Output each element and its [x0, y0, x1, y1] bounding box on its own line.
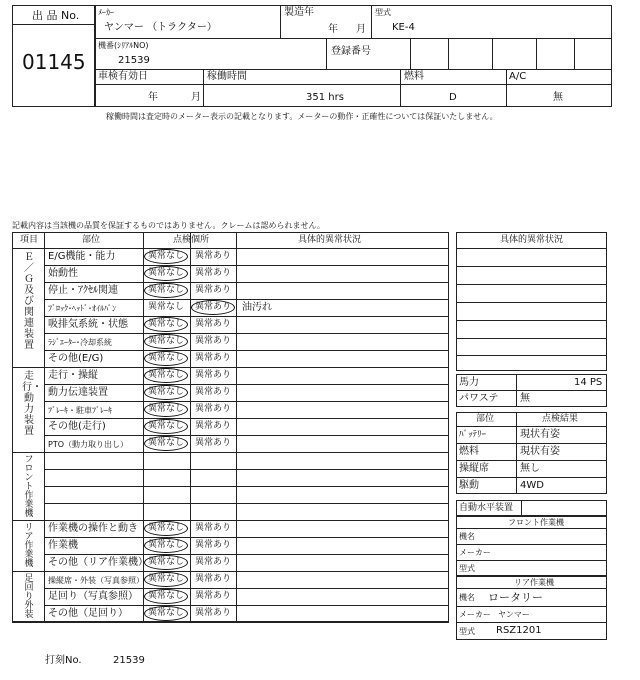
- abnormal-option: 異常あり: [195, 336, 232, 346]
- ac-value: 無: [553, 92, 563, 103]
- inspection-month-unit: 月: [191, 92, 201, 103]
- rear-maker-value: ヤンマー: [498, 610, 530, 619]
- no-abnormal-circle-mark: [144, 419, 188, 434]
- row-part: 作業機の操作と動き: [48, 523, 138, 534]
- hp-label: 馬力: [459, 377, 479, 388]
- year-unit-month: 月: [356, 24, 366, 35]
- power-steering-value: 無: [520, 393, 530, 404]
- no-abnormal-option: 異常なし: [148, 268, 185, 278]
- right-detail-title: 具体的異常状況: [500, 235, 564, 245]
- cab-value: 無し: [520, 463, 540, 474]
- drive-label: 駆動: [459, 480, 479, 491]
- abnormal-option: 異常あり: [195, 268, 232, 278]
- row-part: その他(走行): [48, 421, 106, 432]
- col-item-header: 項目: [20, 235, 39, 245]
- rear-name-value: ロータリー: [488, 591, 543, 604]
- no-abnormal-option: 異常なし: [148, 302, 185, 312]
- abnormal-circle-mark: [191, 300, 235, 315]
- stamp-number-value: 21539: [113, 655, 145, 666]
- no-abnormal-circle-mark: [144, 334, 188, 349]
- row-part: 吸排気系統・状態: [48, 319, 128, 330]
- abnormal-option: 異常あり: [195, 319, 232, 329]
- no-abnormal-circle-mark: [144, 368, 188, 383]
- fuel-result-label: 燃料: [459, 446, 479, 457]
- section-travel: 走行・動力装置: [22, 371, 42, 437]
- inspection-label: 車検有効日: [98, 71, 148, 82]
- hours-note: 稼働時間は査定時のメーター表示の記載となります。メーターの動作・正確性については保証いたしません。: [106, 112, 498, 121]
- no-abnormal-circle-mark: [144, 351, 188, 366]
- abnormal-option: 異常あり: [195, 251, 232, 261]
- abnormal-option: 異常あり: [195, 285, 232, 295]
- row-part: その他(E/G): [48, 353, 104, 364]
- battery-label: ﾊﾞｯﾃﾘｰ: [459, 430, 487, 440]
- fuel-value: D: [449, 92, 457, 103]
- ac-label: A/C: [509, 71, 527, 82]
- abnormal-option: 異常あり: [195, 523, 232, 533]
- row-part: 走行・操縦: [48, 370, 98, 381]
- year-unit-year: 年: [328, 24, 338, 35]
- front-implement-title: フロント作業機: [508, 518, 564, 527]
- rear-maker-label: メーカー: [459, 610, 491, 619]
- no-abnormal-circle-mark: [144, 538, 188, 553]
- no-abnormal-circle-mark: [144, 249, 188, 264]
- disclaimer: 記載内容は当該機の品質を保証するものではありません。クレームは認められません。: [12, 221, 325, 230]
- lot-number: 01145: [22, 50, 86, 74]
- no-abnormal-circle-mark: [144, 589, 188, 604]
- no-abnormal-circle-mark: [144, 436, 188, 451]
- maker-value: ヤンマー （トラクター）: [104, 22, 217, 33]
- drive-value: 4WD: [520, 480, 544, 491]
- part-header: 部位: [476, 414, 495, 424]
- battery-value: 現状有姿: [520, 429, 560, 440]
- row-part: その他（リア作業機）: [48, 557, 148, 568]
- fuel-label: 燃料: [404, 71, 424, 82]
- no-abnormal-circle-mark: [144, 572, 188, 587]
- abnormal-option: 異常あり: [195, 370, 232, 380]
- model-value: KE-4: [392, 22, 415, 33]
- hours-value: 351 hrs: [306, 92, 344, 103]
- abnormal-option: 異常あり: [195, 302, 232, 312]
- section-feet: 足回り外装: [24, 574, 34, 620]
- front-model-label: 型式: [459, 564, 475, 573]
- no-abnormal-option: 異常なし: [148, 540, 185, 550]
- no-abnormal-option: 異常なし: [148, 404, 185, 414]
- no-abnormal-option: 異常なし: [148, 608, 185, 618]
- abnormal-option: 異常あり: [195, 404, 232, 414]
- abnormal-option: 異常あり: [195, 557, 232, 567]
- cab-label: 操縦席: [459, 463, 489, 474]
- abnormal-option: 異常あり: [195, 591, 232, 601]
- result-header: 点検結果: [542, 414, 579, 424]
- registration-label: 登録番号: [331, 46, 371, 57]
- row-part: ﾌﾞﾛｯｸ･ﾍｯﾄﾞ･ｵｲﾙﾊﾟﾝ: [48, 304, 116, 313]
- no-abnormal-option: 異常なし: [148, 336, 185, 346]
- model-label: 型式: [375, 8, 391, 17]
- no-abnormal-circle-mark: [144, 555, 188, 570]
- col-detail-header: 具体的異常状況: [298, 235, 362, 245]
- no-abnormal-circle-mark: [144, 402, 188, 417]
- no-abnormal-option: 異常なし: [148, 370, 185, 380]
- maker-label: ﾒｰｶｰ: [98, 8, 114, 17]
- power-steering-label: パワステ: [459, 393, 499, 404]
- no-abnormal-option: 異常なし: [148, 353, 185, 363]
- hours-label: 稼働時間: [207, 71, 247, 82]
- no-abnormal-option: 異常なし: [148, 421, 185, 431]
- hp-value: 14 PS: [574, 377, 603, 388]
- no-abnormal-circle-mark: [144, 266, 188, 281]
- abnormal-option: 異常あり: [195, 387, 232, 397]
- abnormal-option: 異常あり: [195, 608, 232, 618]
- row-part: 足回り（写真参照）: [48, 591, 138, 602]
- no-abnormal-circle-mark: [144, 521, 188, 536]
- front-name-label: 機名: [459, 532, 475, 541]
- serial-label: 機番(ｼﾘｱﾙNO): [98, 41, 149, 50]
- row-part: PTO（動力取り出し）: [48, 440, 129, 449]
- row-part: 停止・ｱｸｾﾙ関連: [48, 285, 118, 296]
- lot-number-label: 出 品 No.: [32, 9, 80, 22]
- row-part: 始動性: [48, 268, 78, 279]
- col-check-header: 点検個所: [173, 235, 210, 245]
- section-rear: リア作業機: [24, 523, 34, 569]
- no-abnormal-option: 異常なし: [148, 574, 185, 584]
- row-part: 操縦席・外装（写真参照）: [48, 576, 144, 585]
- abnormal-option: 異常あり: [195, 438, 232, 448]
- no-abnormal-option: 異常なし: [148, 438, 185, 448]
- no-abnormal-option: 異常なし: [148, 387, 185, 397]
- section-engine: Ｅ／Ｇ及び関連装置: [24, 252, 34, 351]
- no-abnormal-option: 異常なし: [148, 319, 185, 329]
- row-detail: 油汚れ: [242, 302, 272, 313]
- stamp-number-label: 打刻No.: [45, 655, 82, 666]
- no-abnormal-circle-mark: [144, 317, 188, 332]
- rear-implement-title: リア作業機: [514, 578, 554, 587]
- row-part: ﾗｼﾞｴｰﾀｰ･冷却系統: [48, 338, 112, 347]
- serial-value: 21539: [118, 55, 150, 66]
- no-abnormal-option: 異常なし: [148, 285, 185, 295]
- col-part-header: 部位: [82, 235, 101, 245]
- rear-model-value: RSZ1201: [496, 625, 542, 636]
- row-part: 動力伝達装置: [48, 387, 108, 398]
- row-part: 作業機: [48, 540, 78, 551]
- fuel-result-value: 現状有姿: [520, 446, 560, 457]
- front-maker-label: メーカー: [459, 548, 491, 557]
- row-part: ﾌﾞﾚｰｷ・駐車ﾌﾞﾚｰｷ: [48, 406, 112, 415]
- no-abnormal-circle-mark: [144, 606, 188, 621]
- abnormal-option: 異常あり: [195, 421, 232, 431]
- section-front: フロント作業機: [24, 455, 34, 519]
- year-label: 製造年: [284, 7, 314, 18]
- auto-level-label: 自動水平装置: [459, 503, 514, 513]
- row-part: E/G機能・能力: [48, 251, 116, 262]
- rear-name-label: 機名: [459, 593, 475, 602]
- no-abnormal-option: 異常なし: [148, 557, 185, 567]
- abnormal-option: 異常あり: [195, 353, 232, 363]
- no-abnormal-option: 異常なし: [148, 591, 185, 601]
- abnormal-option: 異常あり: [195, 540, 232, 550]
- no-abnormal-option: 異常なし: [148, 523, 185, 533]
- no-abnormal-circle-mark: [144, 283, 188, 298]
- no-abnormal-circle-mark: [144, 385, 188, 400]
- inspection-year-unit: 年: [148, 92, 158, 103]
- no-abnormal-option: 異常なし: [148, 251, 185, 261]
- abnormal-option: 異常あり: [195, 574, 232, 584]
- rear-model-label: 型式: [459, 627, 475, 636]
- row-part: その他（足回り）: [48, 608, 128, 619]
